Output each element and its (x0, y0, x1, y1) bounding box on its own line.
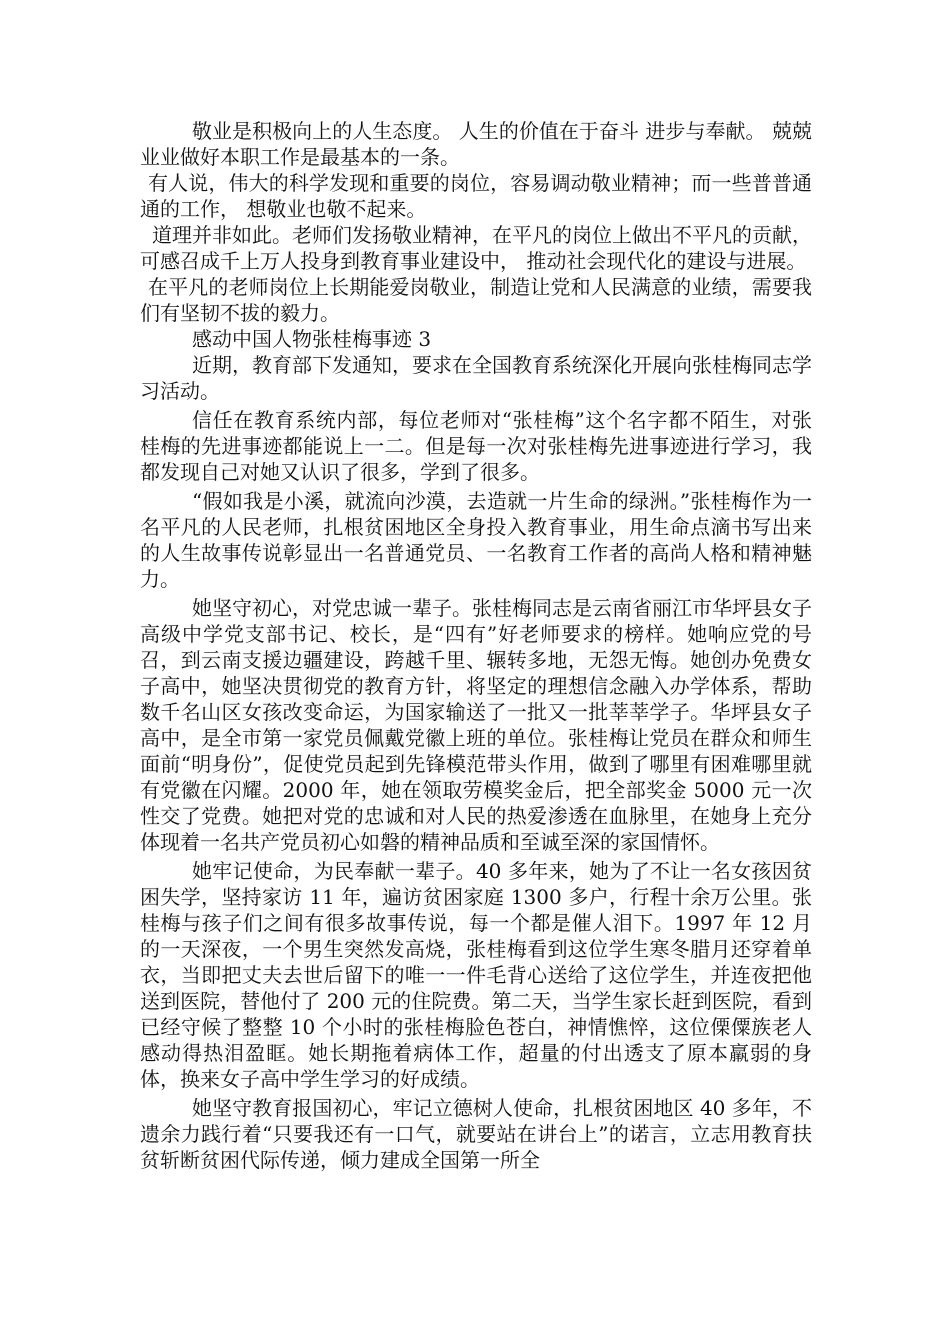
paragraph-not-so: 道理并非如此。老师们发扬敬业精神，在平凡的岗位上做出不平凡的贡献，可感召成千上万人投身到教育事业建设中， 推动社会现代化的建设与进展。 (140, 223, 812, 273)
paragraph-mission: 她牢记使命，为民奉献一辈子。40 多年来，她为了不让一名女孩因贫困失学，坚持家访 11 年，遍访贫困家庭 1300 多户，行程十余万公里。张桂梅与孩子们之间有很多故事传说，每一个都是催人泪下。1997 年 12 月的一天深夜，一个男生突然发高烧，张桂梅看到这位学生寒冬腊月还穿着单衣，当即把丈夫去世后留下的唯一一件毛背心送给了这位学生，并连夜把他送到医院，替他付了 200 元的住院费。第二天，当学生家长赶到医院，看到已经守候了整整 10 个小时的张桂梅脸色苍白，神情憔悴，这位傈僳族老人感动得热泪盈眶。她长期拖着病体工作，超量的付出透支了原本羸弱的身体，换来女子高中学生学习的好成绩。 (140, 859, 812, 1091)
section-heading: 感动中国人物张桂梅事迹 3 (192, 327, 432, 351)
paragraph-dedication: 敬业是积极向上的人生态度。 人生的价值在于奋斗 进步与奉献。 兢兢业业做好本职工作是最基本的一条。 (140, 119, 812, 169)
paragraph-ordinary-post: 在平凡的老师岗位上长期能爱岗敬业，制造让党和人民满意的业绩，需要我们有坚韧不拔的毅力。 (140, 275, 812, 325)
paragraph-some-say: 有人说，伟大的科学发现和重要的岗位，容易调动敬业精神；而一些普普通通的工作， 想敬业也敬不起来。 (140, 171, 812, 221)
document-body (140, 118, 812, 1173)
paragraph-recent-notice: 近期，教育部下发通知，要求在全国教育系统深化开展向张桂梅同志学习活动。 (140, 353, 812, 403)
paragraph-education: 她坚守教育报国初心，牢记立德树人使命，扎根贫困地区 40 多年，不遗余力践行着“只要我还有一口气，就要站在讲台上”的诺言，立志用教育扶贫斩断贫困代际传递，倾力建成全国第一所全 (140, 1096, 812, 1172)
paragraph-trust: 信任在教育系统内部，每位老师对“张桂梅”这个名字都不陌生，对张桂梅的先进事迹都能说上一二。但是每一次对张桂梅先进事迹进行学习，我都发现自己对她又认识了很多，学到了很多。 (140, 408, 812, 484)
paragraph-loyalty: 她坚守初心，对党忠诚一辈子。张桂梅同志是云南省丽江市华坪县女子高级中学党支部书记、校长，是“四有”好老师要求的榜样。她响应党的号召，到云南支援边疆建设，跨越千里、辗转多地，无怨无悔。她创办免费女子高中，她坚决贯彻党的教育方针，将坚定的理想信念融入办学体系，帮助数千名山区女孩改变命运，为国家输送了一批又一批莘莘学子。华坪县女子高中，是全市第一家党员佩戴党徽上班的单位。张桂梅让党员在群众和师生面前“明身份”，促使党员起到先锋模范带头作用，做到了哪里有困难哪里就有党徽在闪耀。2000 年，她在领取劳模奖金后，把全部奖金 5000 元一次性交了党费。她把对党的忠诚和对人民的热爱渗透在血脉里，在她身上充分体现着一名共产党员初心如磐的精神品质和至诚至深的家国情怀。 (140, 596, 812, 854)
paragraph-quote: “假如我是小溪，就流向沙漠，去造就一片生命的绿洲。”张桂梅作为一名平凡的人民老师，扎根贫困地区全身投入教育事业，用生命点滴书写出来的人生故事传说彰显出一名普通党员、一名教育工作者的高尚人格和精神魅力。 (140, 489, 812, 591)
